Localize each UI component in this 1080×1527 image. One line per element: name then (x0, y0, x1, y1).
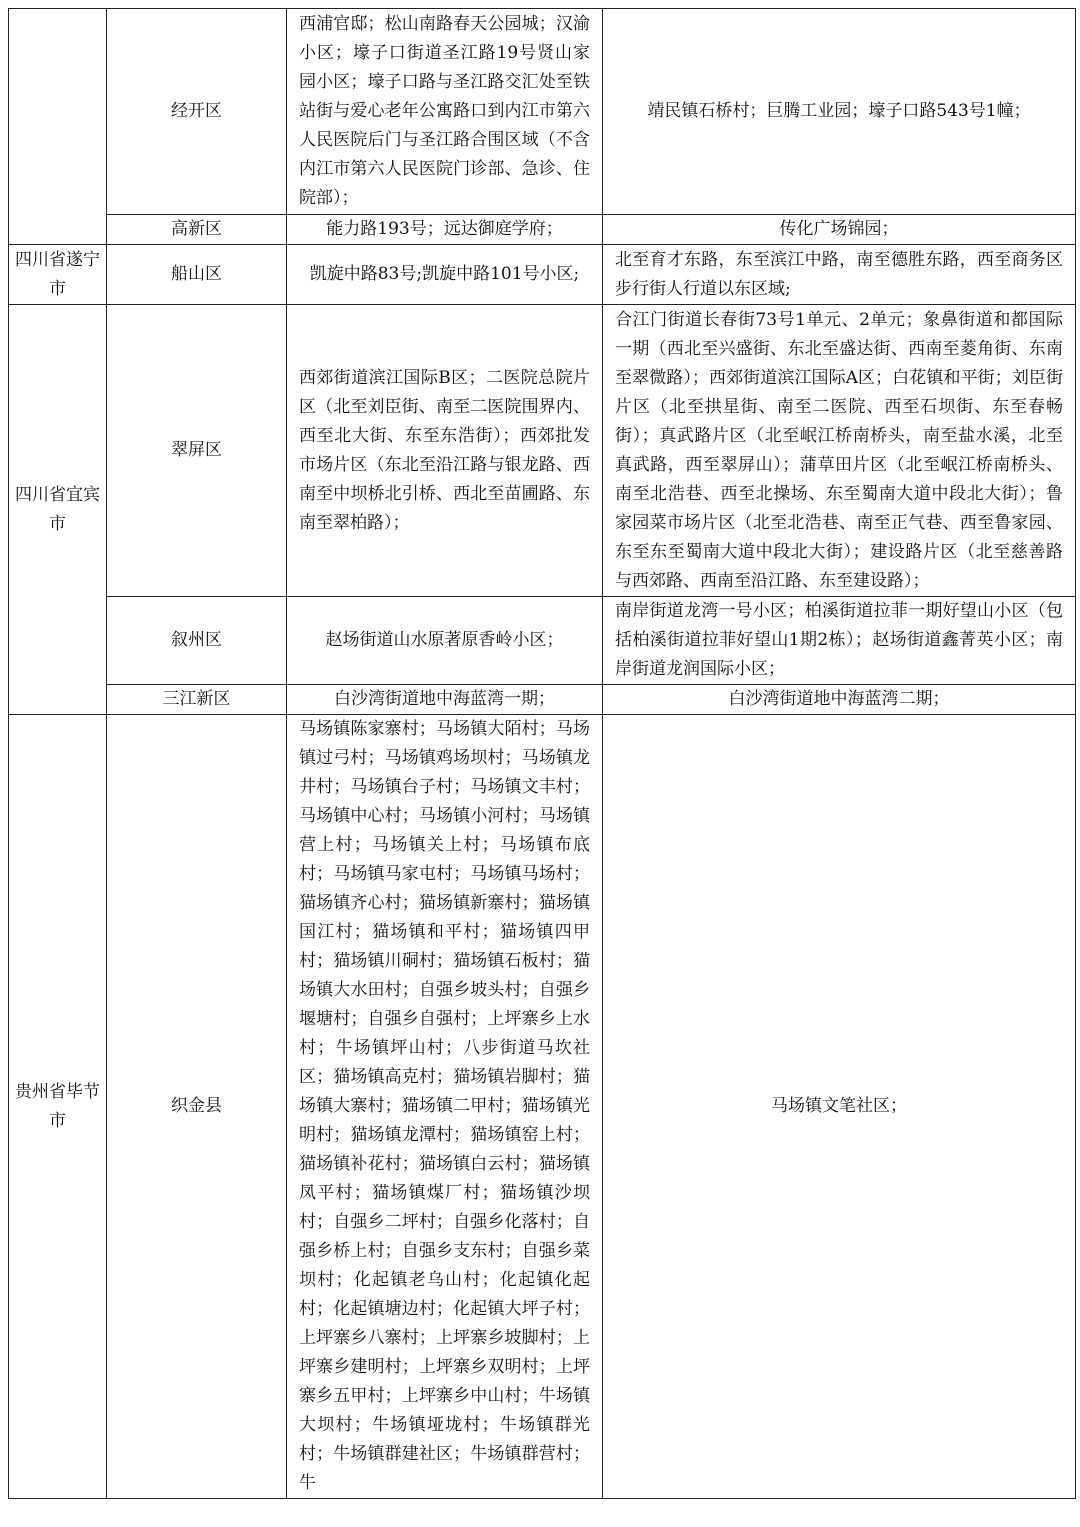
medium-risk-cell: 马场镇文笔社区； (603, 715, 1076, 1499)
medium-risk-cell: 南岸街道龙湾一号小区；柏溪街道拉菲一期好望山小区（包括柏溪街道拉菲好望山1期2栋）；赵场街道鑫菁英小区；南岸街道龙润国际小区； (603, 597, 1076, 685)
high-risk-cell: 能力路193号；远达御庭学府； (287, 215, 603, 245)
table-row (9, 715, 1076, 1499)
high-risk-cell: 马场镇陈家寨村；马场镇大陌村；马场镇过弓村；马场镇鸡场坝村；马场镇龙井村；马场镇台子村；马场镇文丰村；马场镇中心村；马场镇小河村；马场镇营上村；马场镇关上村；马场镇布底村；马场镇马家屯村；马场镇马场村；猫场镇齐心村；猫场镇新寨村；猫场镇国江村；猫场镇和平村；猫场镇四甲村；猫场镇川硐村；猫场镇石板村；猫场镇大水田村；自强乡坡头村；自强乡堰塘村；自强乡自强村；上坪寨乡上水村；牛场镇坪山村；八步街道马坎社区；猫场镇高克村；猫场镇岩脚村；猫场镇大寨村；猫场镇二甲村；猫场镇光明村；猫场镇龙潭村；猫场镇窑上村；猫场镇补花村；猫场镇白云村；猫场镇凤平村；猫场镇煤厂村；猫场镇沙坝村；自强乡二坪村；自强乡化落村；自强乡桥上村；自强乡支东村；自强乡菜坝村；化起镇老乌山村；化起镇化起村；化起镇塘边村；化起镇大坪子村；上坪寨乡八寨村；上坪寨乡坡脚村；上坪寨乡建明村；上坪寨乡双明村；上坪寨乡五甲村；上坪寨乡中山村；牛场镇大坝村；牛场镇垭垅村；牛场镇群光村；牛场镇群建社区；牛场镇群营村；牛 (287, 715, 603, 1499)
table-row (9, 597, 1076, 685)
table-row (9, 9, 1076, 215)
district-cell: 经开区 (107, 9, 287, 215)
medium-risk-cell: 合江门街道长春街73号1单元、2单元；象鼻街道和都国际一期（西北至兴盛街、东北至盛达街、西南至菱角街、东南至翠微路）；西郊街道滨江国际A区；白花镇和平街；刘臣街片区（北至拱星街、南至二医院、西至石坝街、东至春畅街）；真武路片区（北至岷江桥南桥头，南至盐水溪，北至真武路，西至翠屏山）；蒲草田片区（北至岷江桥南桥头、南至北浩巷、西至北操场、东至蜀南大道中段北大街）；鲁家园菜市场片区（北至北浩巷、南至正气巷、西至鲁家园、东至东至蜀南大道中段北大街）；建设路片区（北至慈善路与西郊路、西南至沿江路、东至建设路）； (603, 305, 1076, 597)
table-row (9, 245, 1076, 305)
table-row (9, 305, 1076, 597)
high-risk-cell: 赵场街道山水原著原香岭小区； (287, 597, 603, 685)
city-cell: 贵州省毕节市 (9, 715, 107, 1499)
high-risk-cell: 西浦官邸；松山南路春天公园城；汉渝小区；壕子口街道圣江路19号贤山家园小区；壕子口路与圣江路交汇处至铁站街与爱心老年公寓路口到内江市第六人民医院后门与圣江路合围区域（不含内江市第六人民医院门诊部、急诊、住院部）； (287, 9, 603, 215)
high-risk-cell: 白沙湾街道地中海蓝湾一期； (287, 685, 603, 715)
medium-risk-cell: 北至育才东路，东至滨江中路，南至德胜东路，西至商务区步行街人行道以东区域; (603, 245, 1076, 305)
medium-risk-cell: 传化广场锦园； (603, 215, 1076, 245)
district-cell: 高新区 (107, 215, 287, 245)
district-cell: 织金县 (107, 715, 287, 1499)
table-row (9, 685, 1076, 715)
district-cell: 船山区 (107, 245, 287, 305)
medium-risk-cell: 白沙湾街道地中海蓝湾二期； (603, 685, 1076, 715)
district-cell: 翠屏区 (107, 305, 287, 597)
city-cell: 四川省遂宁市 (9, 245, 107, 305)
risk-area-table (8, 8, 1076, 1499)
district-cell: 三江新区 (107, 685, 287, 715)
city-cell: 四川省宜宾市 (9, 305, 107, 715)
table-row (9, 215, 1076, 245)
district-cell: 叙州区 (107, 597, 287, 685)
medium-risk-cell: 靖民镇石桥村；巨腾工业园；壕子口路543号1幢； (603, 9, 1076, 215)
high-risk-cell: 西郊街道滨江国际B区；二医院总院片区（北至刘臣街、南至二医院围界内、西至北大街、东至东浩街）；西郊批发市场片区（东北至沿江路与银龙路、西南至中坝桥北引桥、西北至苗圃路、东南至翠柏路）； (287, 305, 603, 597)
city-cell-continued (9, 9, 107, 245)
high-risk-cell: 凯旋中路83号;凯旋中路101号小区; (287, 245, 603, 305)
